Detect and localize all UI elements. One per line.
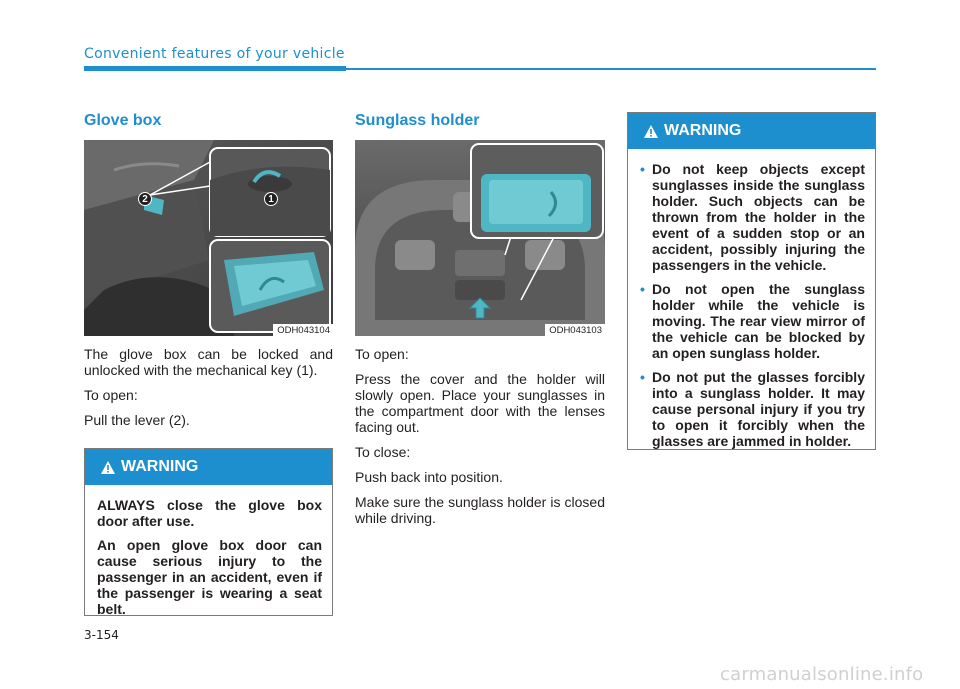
- figure-code: ODH043103: [545, 324, 605, 336]
- sunglass-holder-title: Sunglass holder: [355, 112, 480, 129]
- warning-header: [85, 449, 332, 485]
- chapter-title: Convenient features of your vehicle: [84, 46, 345, 62]
- header-rule: [346, 68, 876, 70]
- warning-label: WARNING: [121, 458, 199, 475]
- sunglass-holder-warning: [627, 112, 876, 450]
- paragraph: To open:: [84, 387, 138, 403]
- paragraph: The glove box can be locked and unlocked with the mechanical key (1).: [84, 346, 333, 378]
- glove-box-instructions: [84, 346, 333, 437]
- warning-body: [85, 485, 332, 633]
- warning-body: [628, 149, 875, 465]
- callout-1: 1: [264, 192, 278, 206]
- warning-paragraph: An open glove box door can cause serious injury to the passenger in an accident, even if the passenger is wearing a seat belt.: [97, 537, 322, 617]
- figure-code: ODH043104: [273, 324, 333, 336]
- glove-box-title: Glove box: [84, 112, 162, 129]
- header-rule-accent: [84, 66, 346, 71]
- warning-item: • Do not keep objects except sunglasses inside the sunglass holder. Such objects can be thrown from the holder in the event of a sudden stop or an accident, possibly injuring the passengers in the vehicle.: [640, 161, 865, 273]
- paragraph: Push back into position.: [355, 469, 503, 485]
- paragraph: Pull the lever (2).: [84, 412, 190, 428]
- warning-list: [640, 161, 865, 449]
- warning-label: WARNING: [664, 122, 742, 139]
- sunglass-holder-figure: [355, 140, 605, 336]
- sunglass-holder-instructions: [355, 346, 605, 535]
- warning-triangle-icon: [101, 461, 115, 474]
- sunglass-holder-illustration: [355, 140, 605, 336]
- paragraph: Press the cover and the holder will slowly open. Place your sunglasses in the compartment door with the lenses facing out.: [355, 371, 605, 435]
- warning-header: [628, 113, 875, 149]
- warning-paragraph: ALWAYS close the glove box door after use.: [97, 497, 322, 529]
- warning-item: • Do not open the sunglass holder while the vehicle is moving. The rear view mirror of the vehicle can be blocked by an open sunglass holder.: [640, 281, 865, 361]
- glove-box-warning: [84, 448, 333, 616]
- page-number: 3-154: [84, 628, 119, 642]
- glove-box-illustration: [84, 140, 333, 336]
- warning-triangle-icon: [644, 125, 658, 138]
- glove-box-figure: [84, 140, 333, 336]
- watermark: carmanualsonline.info: [720, 664, 924, 685]
- paragraph: To open:: [355, 346, 409, 362]
- warning-item: • Do not put the glasses forcibly into a sunglass holder. It may cause personal injury if you try to open it forcibly when the glasses are jammed in holder.: [640, 369, 865, 449]
- paragraph: To close:: [355, 444, 411, 460]
- callout-2: 2: [138, 192, 152, 206]
- paragraph: Make sure the sunglass holder is closed while driving.: [355, 494, 605, 526]
